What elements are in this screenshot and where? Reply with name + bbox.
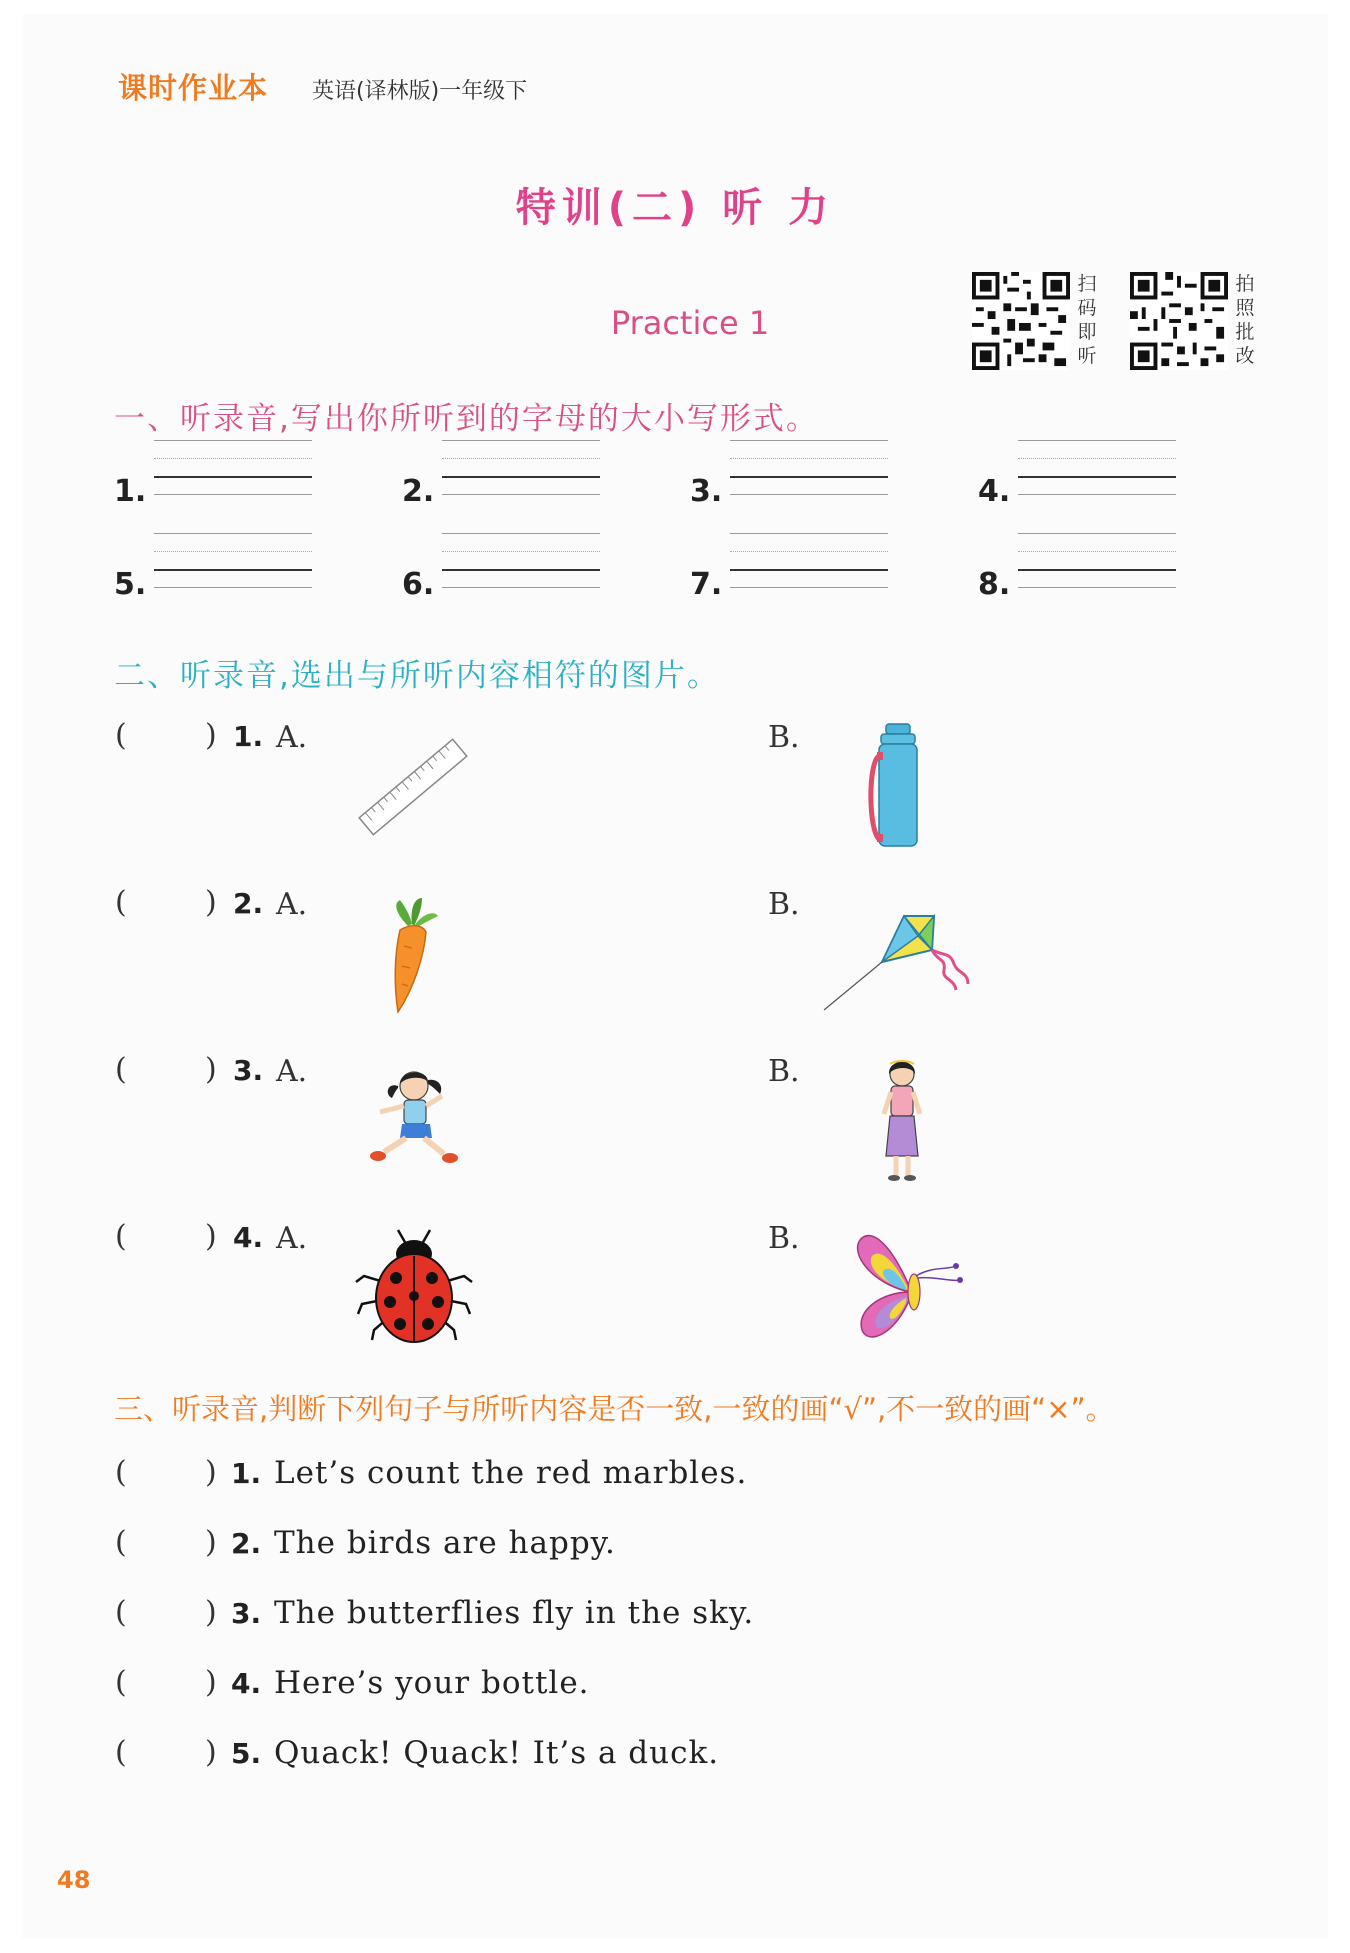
qr-check-label: 拍 照 批 改 [1235,273,1255,367]
writing-line [730,533,888,534]
four-line-grid[interactable] [442,527,600,635]
answer-paren-close: ) [205,1665,217,1700]
writing-line [1018,569,1176,571]
answer-paren-close: ) [205,1735,217,1770]
writing-line [154,458,312,459]
blank-number: 6. [402,567,435,602]
answer-paren-close: ) [205,1052,217,1087]
sentence-text: Let’s count the red marbles. [274,1455,748,1491]
answer-paren-open: ( [115,1665,127,1700]
practice-heading: Practice 1 [610,304,770,342]
kite-icon[interactable] [822,912,972,1012]
blank-number: 5. [114,567,147,602]
answer-paren-close: ) [205,1455,217,1490]
blank-number: 2. [402,474,435,509]
blank-number: 3. [690,474,723,509]
writing-line [730,551,888,552]
answer-blank[interactable] [135,885,205,921]
writing-line [730,569,888,571]
answer-paren-open: ( [115,1595,127,1630]
answer-paren-close: ) [205,1595,217,1630]
sentence-text: The birds are happy. [274,1525,616,1561]
carrot-icon[interactable] [380,896,450,1016]
writing-line [730,587,888,588]
answer-paren-open: ( [115,1219,127,1254]
writing-line [730,476,888,478]
option-a-label: A. [276,1221,308,1256]
butterfly-icon[interactable] [852,1226,966,1352]
page-number: 48 [57,1866,91,1894]
qr-listen[interactable] [972,272,1070,374]
option-a-label: A. [276,720,308,755]
answer-paren-close: ) [205,1525,217,1560]
option-b-label: B. [768,720,800,755]
answer-blank[interactable] [135,718,205,754]
question-number: 3. [233,1054,264,1087]
ladybird-icon[interactable] [354,1226,474,1348]
writing-line [442,458,600,459]
writing-line [1018,440,1176,441]
sentence-number: 2. [231,1527,262,1560]
blank-number: 4. [978,474,1011,509]
writing-line [1018,587,1176,588]
answer-blank[interactable] [135,1665,205,1701]
writing-line [1018,476,1176,478]
answer-paren-close: ) [205,885,217,920]
answer-blank[interactable] [135,1525,205,1561]
question-number: 1. [233,720,264,753]
sentence-number: 1. [231,1457,262,1490]
answer-blank[interactable] [135,1219,205,1255]
page-title: 特训(二) 听 力 [515,185,835,231]
writing-line [442,440,600,441]
qr-listen-label: 扫 码 即 听 [1077,273,1097,367]
four-line-grid[interactable] [154,434,312,542]
standing-girl-icon[interactable] [872,1056,932,1186]
answer-paren-close: ) [205,1219,217,1254]
answer-paren-close: ) [205,718,217,753]
answer-blank[interactable] [135,1455,205,1491]
writing-line [154,569,312,571]
brand-title: 课时作业本 [118,71,269,105]
answer-paren-open: ( [115,1525,127,1560]
sentence-text: Here’s your bottle. [274,1665,590,1701]
option-a-label: A. [276,887,308,922]
book-subtitle: 英语(译林版)一年级下 [312,79,528,104]
writing-line [442,494,600,495]
writing-line [442,569,600,571]
writing-line [442,533,600,534]
writing-line [154,494,312,495]
writing-line [730,494,888,495]
sentence-number: 5. [231,1737,262,1770]
answer-paren-open: ( [115,718,127,753]
question-number: 2. [233,887,264,920]
four-line-grid[interactable] [442,434,600,542]
answer-paren-open: ( [115,885,127,920]
writing-line [154,533,312,534]
writing-line [1018,551,1176,552]
section2-heading: 二、听录音,选出与所听内容相符的图片。 [114,658,720,694]
sentence-number: 4. [231,1667,262,1700]
sentence-text: Quack! Quack! It’s a duck. [274,1735,720,1771]
question-number: 4. [233,1221,264,1254]
ruler-icon[interactable] [352,728,474,846]
qr-code-icon [1130,272,1228,370]
answer-blank[interactable] [135,1052,205,1088]
option-b-label: B. [768,1221,800,1256]
qr-code-icon [972,272,1070,370]
writing-line [730,440,888,441]
option-a-label: A. [276,1054,308,1089]
answer-blank[interactable] [135,1595,205,1631]
sentence-number: 3. [231,1597,262,1630]
writing-line [154,587,312,588]
writing-line [1018,494,1176,495]
answer-blank[interactable] [135,1735,205,1771]
writing-line [1018,458,1176,459]
four-line-grid[interactable] [730,434,888,542]
blank-number: 8. [978,567,1011,602]
writing-line [442,587,600,588]
sentence-text: The butterflies fly in the sky. [274,1595,755,1631]
writing-line [730,458,888,459]
answer-paren-open: ( [115,1735,127,1770]
four-line-grid[interactable] [154,527,312,635]
writing-line [154,551,312,552]
option-b-label: B. [768,1054,800,1089]
writing-line [154,476,312,478]
answer-paren-open: ( [115,1455,127,1490]
writing-line [154,440,312,441]
option-b-label: B. [768,887,800,922]
four-line-grid[interactable] [1018,527,1176,635]
bottle-icon[interactable] [868,722,928,852]
four-line-grid[interactable] [730,527,888,635]
blank-number: 7. [690,567,723,602]
qr-check[interactable] [1130,272,1228,374]
writing-line [442,476,600,478]
writing-line [1018,533,1176,534]
section1-heading: 一、听录音,写出你所听到的字母的大小写形式。 [114,401,819,437]
answer-paren-open: ( [115,1052,127,1087]
section3-heading: 三、听录音,判断下列句子与所听内容是否一致,一致的画“√”,不一致的画“×”。 [114,1392,1115,1426]
four-line-grid[interactable] [1018,434,1176,542]
running-girl-icon[interactable] [362,1066,468,1170]
blank-number: 1. [114,474,147,509]
writing-line [442,551,600,552]
